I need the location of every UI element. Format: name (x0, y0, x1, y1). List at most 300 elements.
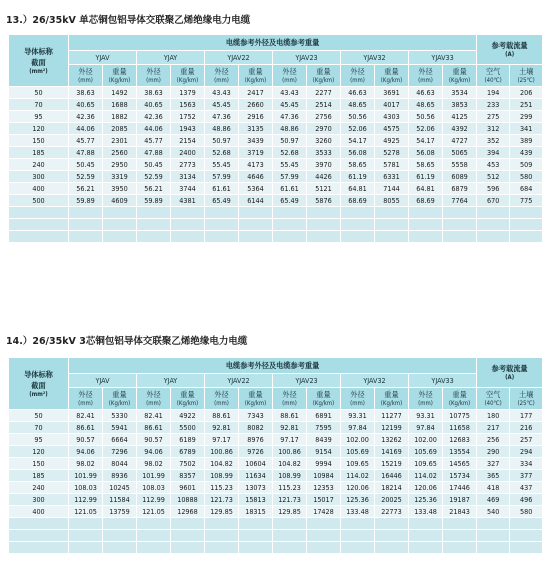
value-cell: 22773 (375, 506, 409, 518)
value-cell: 109.65 (409, 458, 443, 470)
wt-unit: (Kg/km) (380, 400, 403, 407)
cross-section-cell: 150 (9, 458, 69, 470)
od-label: 外径 (146, 390, 161, 399)
type-yjay: YJAY (137, 51, 205, 65)
empty-cell (375, 530, 409, 542)
outer-diameter-header (273, 388, 307, 410)
value-cell: 64.81 (409, 183, 443, 195)
value-cell: 3719 (239, 147, 273, 159)
value-cell: 45.77 (69, 135, 103, 147)
empty-cell (171, 207, 205, 219)
cross-section-cell: 95 (9, 434, 69, 446)
ampacity-header (477, 358, 543, 388)
value-cell: 496 (510, 494, 543, 506)
empty-cell (103, 231, 137, 243)
value-cell: 120.06 (409, 482, 443, 494)
od-label: 外径 (214, 67, 229, 76)
empty-cell (273, 231, 307, 243)
value-cell: 18214 (375, 482, 409, 494)
value-cell: 580 (510, 171, 543, 183)
value-cell: 47.88 (137, 147, 171, 159)
value-cell: 59.89 (69, 195, 103, 207)
od-label: 外径 (350, 390, 365, 399)
value-cell: 3950 (103, 183, 137, 195)
value-cell: 8082 (239, 422, 273, 434)
air-label: 空气 (485, 390, 501, 399)
value-cell: 10245 (103, 482, 137, 494)
od-unit: (mm) (146, 77, 161, 84)
empty-row (9, 207, 543, 219)
value-cell: 101.99 (69, 470, 103, 482)
empty-cell (307, 219, 341, 231)
empty-cell (9, 207, 69, 219)
value-cell: 61.61 (205, 183, 239, 195)
value-cell: 4017 (375, 99, 409, 111)
wt-label: 重量 (112, 67, 127, 76)
type-yjav32: YJAV32 (341, 374, 409, 388)
value-cell: 9154 (307, 446, 341, 458)
cross-section-cell: 400 (9, 183, 69, 195)
table-row (9, 99, 543, 111)
value-cell: 102.00 (341, 434, 375, 446)
value-cell: 4392 (443, 123, 477, 135)
empty-cell (341, 207, 375, 219)
value-cell: 684 (510, 183, 543, 195)
value-cell: 43.43 (273, 87, 307, 99)
value-cell: 10984 (307, 470, 341, 482)
weight-header (239, 388, 273, 410)
value-cell: 1882 (103, 111, 137, 123)
value-cell: 5121 (307, 183, 341, 195)
value-cell: 394 (477, 147, 510, 159)
section-header-unit: (mm²) (29, 391, 48, 398)
value-cell: 129.85 (273, 506, 307, 518)
empty-cell (477, 231, 510, 243)
table-row (9, 470, 543, 482)
value-cell: 3533 (307, 147, 341, 159)
air-ampacity-header (477, 65, 510, 87)
value-cell: 52.68 (205, 147, 239, 159)
weight-header (375, 388, 409, 410)
outer-diameter-header (205, 388, 239, 410)
outer-diameter-header (137, 388, 171, 410)
value-cell: 5941 (103, 422, 137, 434)
table-row (9, 422, 543, 434)
value-cell: 13759 (103, 506, 137, 518)
empty-cell (69, 207, 103, 219)
soil-ampacity-header (510, 65, 543, 87)
value-cell: 437 (510, 482, 543, 494)
value-cell: 13554 (443, 446, 477, 458)
air-unit: (40℃) (484, 77, 502, 84)
value-cell: 55.45 (273, 159, 307, 171)
value-cell: 15219 (375, 458, 409, 470)
value-cell: 10888 (171, 494, 205, 506)
table-row (9, 494, 543, 506)
cross-section-cell: 400 (9, 506, 69, 518)
value-cell: 5364 (239, 183, 273, 195)
cross-section-cell: 300 (9, 171, 69, 183)
value-cell: 206 (510, 87, 543, 99)
value-cell: 13073 (239, 482, 273, 494)
empty-cell (409, 207, 443, 219)
wt-unit: (Kg/km) (244, 400, 267, 407)
empty-cell (341, 542, 375, 554)
value-cell: 3970 (307, 159, 341, 171)
empty-cell (510, 231, 543, 243)
value-cell: 10604 (239, 458, 273, 470)
value-cell: 4381 (171, 195, 205, 207)
value-cell: 4125 (443, 111, 477, 123)
wt-label: 重量 (248, 390, 263, 399)
empty-cell (510, 219, 543, 231)
section-14-title: 14.）26/35kV 3芯铜包铝导体交联聚乙烯绝缘电力电缆 (6, 336, 248, 347)
cross-section-cell: 95 (9, 111, 69, 123)
empty-cell (239, 231, 273, 243)
value-cell: 100.86 (273, 446, 307, 458)
value-cell: 42.36 (137, 111, 171, 123)
weight-header (239, 65, 273, 87)
value-cell: 2277 (307, 87, 341, 99)
od-unit: (mm) (78, 400, 93, 407)
empty-cell (510, 207, 543, 219)
value-cell: 5330 (103, 410, 137, 422)
empty-cell (171, 542, 205, 554)
value-cell: 120.06 (341, 482, 375, 494)
section-13-title: 13.）26/35kV 单芯铜包铝导体交联聚乙烯绝缘电力电缆 (6, 15, 251, 26)
wt-label: 重量 (452, 67, 467, 76)
value-cell: 45.77 (137, 135, 171, 147)
value-cell: 56.21 (69, 183, 103, 195)
value-cell: 108.99 (205, 470, 239, 482)
weight-header (103, 388, 137, 410)
value-cell: 4925 (375, 135, 409, 147)
value-cell: 233 (477, 99, 510, 111)
value-cell: 48.65 (341, 99, 375, 111)
value-cell: 43.43 (205, 87, 239, 99)
value-cell: 15813 (239, 494, 273, 506)
value-cell: 114.02 (341, 470, 375, 482)
value-cell: 8357 (171, 470, 205, 482)
value-cell: 3135 (239, 123, 273, 135)
value-cell: 94.06 (137, 446, 171, 458)
group-title: 电缆参考外径及电缆参考重量 (69, 358, 477, 374)
empty-cell (137, 530, 171, 542)
value-cell: 257 (510, 434, 543, 446)
od-unit: (mm) (350, 400, 365, 407)
value-cell: 3260 (307, 135, 341, 147)
value-cell: 2773 (171, 159, 205, 171)
value-cell: 21843 (443, 506, 477, 518)
type-yjav: YJAV (69, 374, 137, 388)
value-cell: 102.00 (409, 434, 443, 446)
value-cell: 11634 (239, 470, 273, 482)
empty-cell (69, 530, 103, 542)
weight-header (443, 65, 477, 87)
value-cell: 6331 (375, 171, 409, 183)
value-cell: 14565 (443, 458, 477, 470)
wt-unit: (Kg/km) (176, 400, 199, 407)
section-header-label: 导体标称截面 (24, 47, 53, 67)
empty-cell (171, 530, 205, 542)
empty-cell (341, 530, 375, 542)
od-unit: (mm) (418, 400, 433, 407)
table-row (9, 506, 543, 518)
value-cell: 12683 (443, 434, 477, 446)
empty-cell (103, 518, 137, 530)
od-unit: (mm) (146, 400, 161, 407)
value-cell: 670 (477, 195, 510, 207)
value-cell: 104.82 (273, 458, 307, 470)
empty-cell (341, 219, 375, 231)
soil-unit: (25℃) (517, 400, 535, 407)
value-cell: 3439 (239, 135, 273, 147)
empty-cell (205, 530, 239, 542)
value-cell: 327 (477, 458, 510, 470)
weight-header (103, 65, 137, 87)
value-cell: 90.57 (69, 434, 103, 446)
empty-cell (205, 219, 239, 231)
value-cell: 48.86 (273, 123, 307, 135)
value-cell: 512 (477, 171, 510, 183)
value-cell: 3853 (443, 99, 477, 111)
od-label: 外径 (214, 390, 229, 399)
value-cell: 4922 (171, 410, 205, 422)
empty-cell (171, 231, 205, 243)
value-cell: 52.06 (409, 123, 443, 135)
value-cell: 40.65 (137, 99, 171, 111)
value-cell: 86.61 (137, 422, 171, 434)
value-cell: 88.61 (205, 410, 239, 422)
value-cell: 6879 (443, 183, 477, 195)
ampacity-unit: (A) (505, 374, 515, 381)
value-cell: 93.31 (409, 410, 443, 422)
od-label: 外径 (418, 390, 433, 399)
wt-label: 重量 (180, 390, 195, 399)
cross-section-cell: 150 (9, 135, 69, 147)
value-cell: 1943 (171, 123, 205, 135)
value-cell: 61.19 (341, 171, 375, 183)
value-cell: 105.69 (341, 446, 375, 458)
cross-section-cell: 120 (9, 446, 69, 458)
type-yjav23: YJAV23 (273, 374, 341, 388)
value-cell: 15017 (307, 494, 341, 506)
value-cell: 9994 (307, 458, 341, 470)
value-cell: 68.69 (409, 195, 443, 207)
weight-header (307, 388, 341, 410)
empty-cell (375, 207, 409, 219)
outer-diameter-header (409, 388, 443, 410)
value-cell: 57.99 (205, 171, 239, 183)
weight-header (171, 388, 205, 410)
empty-cell (103, 542, 137, 554)
value-cell: 56.08 (341, 147, 375, 159)
empty-cell (205, 207, 239, 219)
empty-cell (409, 530, 443, 542)
value-cell: 58.65 (409, 159, 443, 171)
empty-cell (477, 530, 510, 542)
value-cell: 2400 (171, 147, 205, 159)
outer-diameter-header (205, 65, 239, 87)
value-cell: 48.86 (205, 123, 239, 135)
value-cell: 6144 (239, 195, 273, 207)
value-cell: 7764 (443, 195, 477, 207)
type-yjav23: YJAV23 (273, 51, 341, 65)
value-cell: 6089 (443, 171, 477, 183)
outer-diameter-header (69, 65, 103, 87)
table-row (9, 123, 543, 135)
od-unit: (mm) (282, 400, 297, 407)
value-cell: 7144 (375, 183, 409, 195)
value-cell: 12968 (171, 506, 205, 518)
od-label: 外径 (418, 67, 433, 76)
table-row (9, 171, 543, 183)
value-cell: 596 (477, 183, 510, 195)
value-cell: 1563 (171, 99, 205, 111)
section-header-unit: (mm²) (29, 68, 48, 75)
table-row (9, 159, 543, 171)
empty-cell (375, 542, 409, 554)
value-cell: 58.65 (341, 159, 375, 171)
value-cell: 509 (510, 159, 543, 171)
empty-cell (171, 219, 205, 231)
value-cell: 1379 (171, 87, 205, 99)
empty-cell (409, 231, 443, 243)
ampacity-title: 参考载流量 (491, 364, 528, 373)
od-label: 外径 (146, 67, 161, 76)
table-row (9, 183, 543, 195)
table-row (9, 446, 543, 458)
weight-header (375, 65, 409, 87)
value-cell: 125.36 (341, 494, 375, 506)
value-cell: 104.82 (205, 458, 239, 470)
value-cell: 4609 (103, 195, 137, 207)
empty-cell (510, 530, 543, 542)
value-cell: 61.61 (273, 183, 307, 195)
empty-cell (273, 518, 307, 530)
value-cell: 377 (510, 470, 543, 482)
value-cell: 15734 (443, 470, 477, 482)
empty-cell (375, 518, 409, 530)
value-cell: 121.05 (137, 506, 171, 518)
value-cell: 11658 (443, 422, 477, 434)
value-cell: 341 (510, 123, 543, 135)
value-cell: 97.84 (409, 422, 443, 434)
type-yjav33: YJAV33 (409, 51, 477, 65)
wt-label: 重量 (384, 67, 399, 76)
cross-section-cell: 185 (9, 470, 69, 482)
table-row (9, 195, 543, 207)
empty-cell (69, 231, 103, 243)
value-cell: 469 (477, 494, 510, 506)
empty-cell (443, 231, 477, 243)
wt-unit: (Kg/km) (108, 400, 131, 407)
type-yjav22: YJAV22 (205, 51, 273, 65)
empty-row (9, 219, 543, 231)
value-cell: 82.41 (69, 410, 103, 422)
cross-section-cell: 240 (9, 482, 69, 494)
value-cell: 108.03 (69, 482, 103, 494)
value-cell: 256 (477, 434, 510, 446)
od-unit: (mm) (350, 77, 365, 84)
value-cell: 775 (510, 195, 543, 207)
value-cell: 5065 (443, 147, 477, 159)
value-cell: 44.06 (137, 123, 171, 135)
value-cell: 20025 (375, 494, 409, 506)
value-cell: 418 (477, 482, 510, 494)
soil-unit: (25℃) (517, 77, 535, 84)
empty-cell (273, 219, 307, 231)
value-cell: 121.73 (205, 494, 239, 506)
value-cell: 82.41 (137, 410, 171, 422)
value-cell: 40.65 (69, 99, 103, 111)
value-cell: 9726 (239, 446, 273, 458)
value-cell: 334 (510, 458, 543, 470)
wt-unit: (Kg/km) (312, 400, 335, 407)
value-cell: 114.02 (409, 470, 443, 482)
ampacity-header (477, 35, 543, 65)
empty-cell (239, 219, 273, 231)
value-cell: 68.69 (341, 195, 375, 207)
value-cell: 4173 (239, 159, 273, 171)
value-cell: 5500 (171, 422, 205, 434)
wt-label: 重量 (452, 390, 467, 399)
value-cell: 97.17 (273, 434, 307, 446)
value-cell: 9601 (171, 482, 205, 494)
subheader-row (9, 388, 543, 410)
cross-section-cell: 50 (9, 410, 69, 422)
od-unit: (mm) (214, 400, 229, 407)
value-cell: 61.19 (409, 171, 443, 183)
empty-cell (307, 518, 341, 530)
empty-cell (171, 518, 205, 530)
value-cell: 194 (477, 87, 510, 99)
wt-label: 重量 (248, 67, 263, 76)
od-unit: (mm) (282, 77, 297, 84)
table-row (9, 482, 543, 494)
od-label: 外径 (350, 67, 365, 76)
value-cell: 42.36 (69, 111, 103, 123)
empty-cell (443, 219, 477, 231)
empty-cell (510, 518, 543, 530)
value-cell: 45.45 (205, 99, 239, 111)
value-cell: 177 (510, 410, 543, 422)
value-cell: 4426 (307, 171, 341, 183)
air-unit: (40℃) (484, 400, 502, 407)
wt-label: 重量 (316, 390, 331, 399)
value-cell: 44.06 (69, 123, 103, 135)
value-cell: 6891 (307, 410, 341, 422)
section-header (9, 35, 69, 87)
value-cell: 6789 (171, 446, 205, 458)
type-yjav: YJAV (69, 51, 137, 65)
empty-row (9, 530, 543, 542)
soil-label: 土壤 (518, 390, 534, 399)
value-cell: 52.59 (137, 171, 171, 183)
value-cell: 14169 (375, 446, 409, 458)
cable-spec-table-14 (8, 357, 543, 554)
weight-header (443, 388, 477, 410)
empty-cell (409, 219, 443, 231)
empty-cell (477, 219, 510, 231)
value-cell: 52.59 (69, 171, 103, 183)
value-cell: 2417 (239, 87, 273, 99)
empty-cell (103, 530, 137, 542)
empty-cell (137, 219, 171, 231)
outer-diameter-header (341, 388, 375, 410)
table-row (9, 111, 543, 123)
value-cell: 2301 (103, 135, 137, 147)
